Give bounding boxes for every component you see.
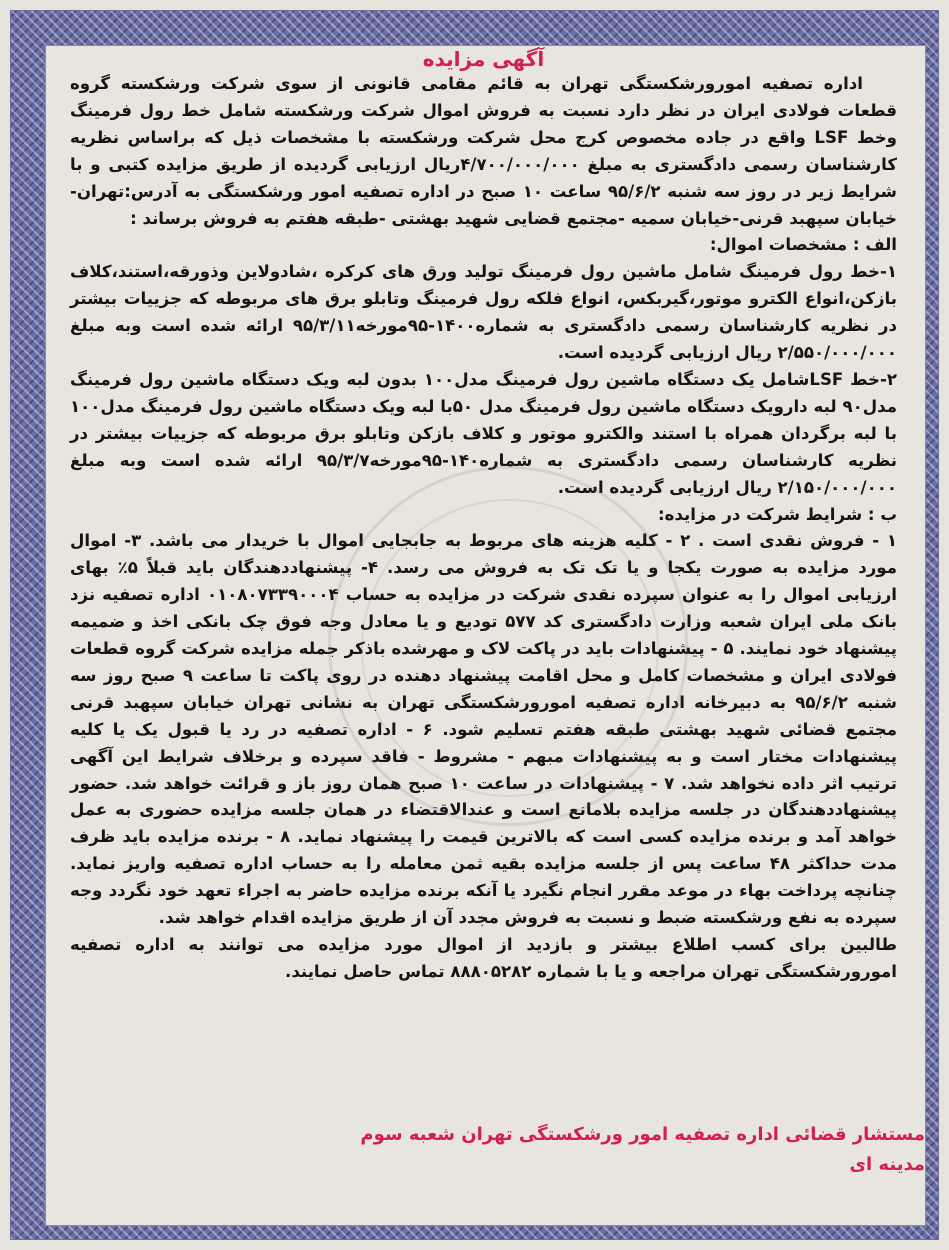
- signature-block: [360, 1120, 925, 1180]
- signature-name: مدینه ای: [849, 1154, 925, 1175]
- section-b-heading: ب : شرایط شرکت در مزایده:: [658, 504, 897, 524]
- asset-item-1: ۱-خط رول فرمینگ شامل ماشین رول فرمینگ تولید ورق های کرکره ،شادولاین وذورقه،استند،کلاف بازکن،انواع الکترو موتور،گیربکس، انواع فلکه رول فرمینگ وتابلو برق های مربوطه که جزییات بیشتر در نظریه کارشناسان رسمی دادگستری به شماره۱۴۰۰-۹۵مورخه۹۵/۳/۱۱ ارائه شده است وبه مبلغ ۲/۵۵۰/۰۰۰/۰۰۰ ریال ارزیابی گردیده است.: [70, 262, 897, 363]
- auction-conditions: ۱ - فروش نقدی است . ۲ - کلیه هزینه های مربوط به جابجایی اموال با خریدار می باشد. ۳- اموال مورد مزایده به صورت یکجا و یا تک تک به فروش می رسد. ۴- پیشنهاددهندگان باید قبلاً ۵٪ بهای ارزیابی اموال را به عنوان سپرده نقدی شرکت در مزایده به حساب ۰۱۰۸۰۷۳۳۹۰۰۰۴ اداره تصفیه نزد بانک ملی ایران شعبه وزارت دادگستری کد ۵۷۷ تودیع و یا معادل وجه فوق چک بانکی اخذ و ضمیمه پیشنهاد خود نمایند. ۵ - پیشنهادات باید در پاکت لاک و مهرشده باذکر جمله مزایده شرکت گروه قطعات فولادی ایران و مشخصات کامل و محل اقامت پیشنهاد دهنده در روی پاکت تا ساعت ۹ صبح روز سه شنبه ۹۵/۶/۲ به دبیرخانه اداره تصفیه امورورشکستگی تهران به نشانی تهران خیابان سپهبد قرنی مجتمع قضائی شهید بهشتی طبقه هفتم تسلیم شود. ۶ - اداره تصفیه در رد یا قبول یک یا کلیه پیشنهادات مختار است و به پیشنهادات مبهم - مشروط - فاقد سپرده و برخلاف شرایط این آگهی ترتیب اثر داده نخواهد شد. ۷ - پیشنهادات در ساعت ۱۰ صبح همان روز باز و قرائت خواهد شد. حضور پیشنهاددهندگان در جلسه مزایده بلامانع است و عندالاقتضاء در همان جلسه مزایده حضوری به عمل خواهد آمد و برنده مزایده کسی است که بالاترین قیمت را پیشنهاد نماید. ۸ - برنده مزایده باید ظرف مدت حداکثر ۴۸ ساعت پس از جلسه مزایده بقیه ثمن معامله را به حساب اداره تصفیه واریز نماید. چنانچه پرداخت بهاء در موعد مقرر انجام نگیرد یا آنکه برنده مزایده حاضر به اجراء تعهد خود نگردد وجه سپرده به نفع ورشکسته ضبط و نسبت به فروش مجدد آن از طریق مزایده اقدام خواهد شد.: [70, 531, 898, 928]
- asset-item-2: ۲-خط LSFشامل یک دستگاه ماشین رول فرمینگ مدل۱۰۰ بدون لبه ویک دستگاه ماشین رول فرمینگ مدل۹۰ لبه دارویک دستگاه ماشین رول فرمینگ مدل ۵۰با لبه ویک دستگاه ماشین رول فرمینگ مدل۱۰۰ با لبه برگردان همراه با استند والکترو موتور و کلاف بازکن وتابلو برق مربوطه که جزییات بیشتر در نظریه کارشناسان رسمی دادگستری به شماره۱۴۰-۹۵مورخه۹۵/۳/۷ ارائه شده است وبه مبلغ ۲/۱۵۰/۰۰۰/۰۰۰ ریال ارزیابی گردیده است.: [70, 369, 897, 497]
- signature-title: مستشار قضائی اداره تصفیه امور ورشکستگی تهران شعبه سوم: [360, 1124, 925, 1145]
- watermark-stamp: [328, 466, 688, 826]
- section-a-heading: الف : مشخصات اموال:: [709, 235, 897, 255]
- ad-panel: [45, 45, 926, 1226]
- intro-paragraph: اداره تصفیه امورورشکستگی تهران به قائم مقامی قانونی از سوی شرکت ورشکسته گروه قطعات فولادی ایران در نظر دارد نسبت به فروش اموال شرکت ورشکسته شامل خط رول فرمینگ وخط LSF واقع در جاده مخصوص کرج محل شرکت ورشکسته با مشخصات ذیل که براساس نظریه کارشناسان رسمی دادگستری به مبلغ ۴/۷۰۰/۰۰۰/۰۰۰ریال ارزیابی گردیده از طریق مزایده کتبی و با شرایط زیر در روز سه شنبه ۹۵/۶/۲ ساعت ۱۰ صبح در اداره تصفیه امور ورشکستگی به آدرس:تهران-خیابان سپهبد قرنی-خیابان سمیه -مجتمع قضایی شهید بهشتی -طبقه هفتم به فروش برساند :: [70, 74, 897, 228]
- ad-title: آگهی مزایده: [422, 47, 545, 71]
- contact-paragraph: طالبین برای کسب اطلاع بیشتر و بازدید از اموال مورد مزایده می توانند به اداره تصفیه امورورشکستگی تهران مراجعه و یا با شماره ۸۸۸۰۵۲۸۲ تماس حاصل نمایند.: [70, 935, 897, 981]
- decorative-border: [10, 10, 939, 1240]
